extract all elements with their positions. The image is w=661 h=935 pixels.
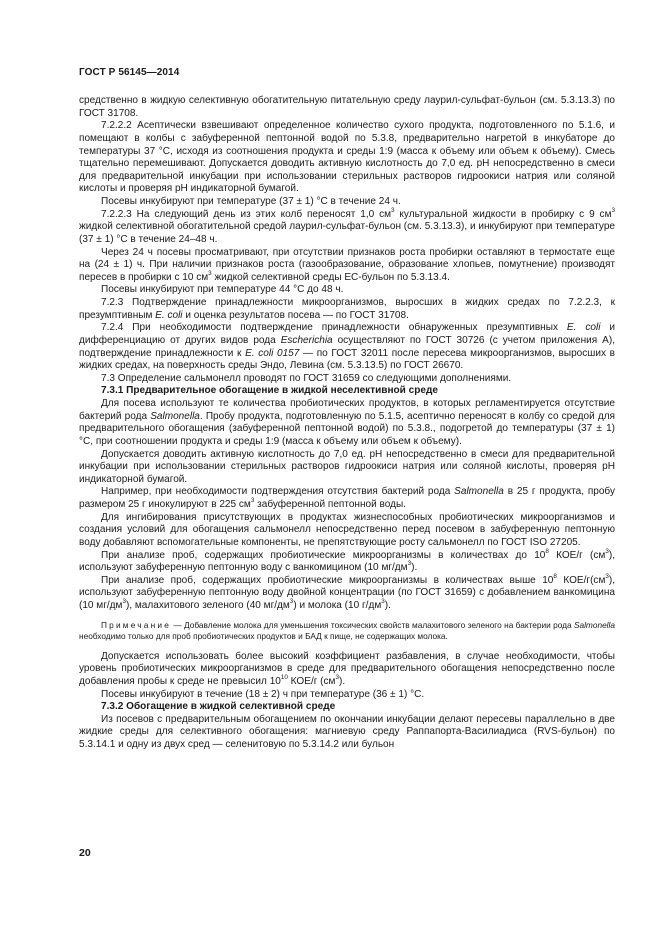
paragraph: 7.2.2.3 На следующий день из этих колб переносят 1,0 $см^3$ культуральной жидкости в пробирку с 9 $см^3$ жидкой селективной обогатительной средой лаурил-сульфат-бульон (см. 5.3.13.3), и инкубируют при температуре (37 ± 1) °С в течение 24–48 ч.	[79, 206, 615, 245]
document-header: ГОСТ Р 56145—2014	[79, 67, 180, 78]
paragraph: Для ингибирования присутствующих в продуктах жизнеспособных пробиотических микроорганизмов и создания условий для обогащения сальмонелл непосредственно перед посевом в забуференную пептонную воду добавляют вспомогательные компоненты, не препятствующие росту сальмонелл по ГОСТ ISO 27205.	[79, 511, 615, 548]
superscript: 3	[122, 598, 126, 606]
note-label: Примечание	[101, 619, 172, 630]
paragraph: Через 24 ч посевы просматривают, при отсутствии признаков роста пробирки оставляют в термостате еще на (24 ± 1) ч. При наличии признаков роста (газообразование, образование хлопьев, помутнение) производят пересев в пробирки с 10 $см^3$ жидкой селективной среды ЕС-бульон по 5.3.13.4.	[79, 246, 615, 283]
superscript: 3	[208, 270, 212, 278]
paragraph: Посевы инкубируют при температуре 44 °С до 48 ч.	[101, 284, 344, 296]
paragraph: средственно в жидкую селективную обогатительную питательную среду лаурил-сульфат-бульон (см. 5.3.13.3) по ГОСТ 31708.	[79, 95, 615, 119]
section-heading: 7.3.2 Обогащение в жидкой селективной среде	[101, 701, 336, 713]
paragraph: При анализе проб, содержащих пробиотические микроорганизмы в количествах выше $10^8$ КОЕ/$г(см^3)$, используют забуференную пептонную воду двойной концентрации (по ГОСТ 31659) с добавлением ванкомицина (10 $мг/дм^3$), малахитового зеленого (40 $мг/дм^3$) и молока (10 $г/дм^3$).	[79, 573, 616, 611]
superscript: 3	[391, 206, 395, 214]
paragraph: Посевы инкубируют в течение (18 ± 2) ч при температуре (36 ± 1) °С.	[101, 688, 425, 700]
paragraph: Посевы инкубируют при температуре (37 ± 1) °С в течение 24 ч.	[101, 196, 401, 207]
paragraph: Например, при необходимости подтверждения отсутствия бактерий рода Salmonella в 25 г продукта, пробу размером 25 г инокулируют в 225 $см^3$ забуференной пептонной воды.	[79, 486, 615, 510]
superscript: 3	[335, 674, 339, 682]
document-body	[79, 95, 615, 752]
superscript: 8	[545, 547, 549, 555]
section-heading: 7.3.1 Предварительное обогащение в жидкой неселективной среде	[101, 385, 438, 397]
paragraph: Допускается использовать более высокий коэффициент разбавления, в случае необходимости, чтобы уровень пробиотических микроорганизмов в среде для предварительного обогащения непосредственно после добавления пробы к среде не превысил $10^{10}$ КОЕ/г $(см^3)$.	[79, 650, 615, 687]
superscript: 8	[553, 573, 557, 581]
paragraph: 7.3 Определение сальмонелл проводят по ГОСТ 31659 со следующими дополнениями.	[101, 372, 512, 384]
superscript: 3	[250, 497, 255, 505]
paragraph: Допускается доводить активную кислотность до 7,0 ед. рН непосредственно в смеси для предварительной инкубации при использовании стерильных растворов гидроокиси натрия или соляной кислоты, проверяя рН индикаторной бумагой.	[79, 448, 615, 485]
page-number: 20	[79, 847, 91, 859]
superscript: 3	[381, 598, 385, 606]
paragraph: Для посева используют те количества пробиотических продуктов, в которых регламентируется отсутствие бактерий рода Salmonella. Пробу продукта, подготовленную по 5.1.5, асептично переносят в колбу со средой для предварительного обогащения (забуференной пептонной водой) по 5.3.8., подогретой до температуры (37 ± 1) °С, при соотношении продукта и среды 1:9 (масса к объему или объем к объему).	[79, 398, 615, 447]
superscript: 3	[605, 547, 609, 555]
paragraph: 7.2.3 Подтверждение принадлежности микроорганизмов, выросших в жидких средах по 7.2.2.3, к презумптивным E. coli и оценка результатов посева — по ГОСТ 31708.	[79, 297, 615, 321]
paragraph: 7.2.2.2 Асептически взвешивают определенное количество сухого продукта, подготовленного по 5.1.6, и помещают в колбы с забуференной пептонной водой по 5.3.8, предварительно нагретой в инкубаторе до температуры 37 °С, исходя из соотношения продукта и среды 1:9 (масса к объему или объем к объему). Смесь тщательно перемешивают. Допускается доводить активную кислотность до 7,0 ед. рН непосредственно в смеси для предварительной инкубации при использовании стерильных растворов гидроокиси натрия или соляной кислоты и проверяя рН индикаторной бумагой.	[79, 120, 615, 195]
note: Примечание — Добавление молока для уменьшения токсических свойств малахитового зеленого на бактерии рода Salmonella необходимо только для проб пробиотических продуктов и БАД к пище, не содержащих молока.	[79, 619, 615, 641]
superscript: 3	[605, 573, 609, 581]
superscript: 3	[611, 206, 615, 214]
superscript: 3	[289, 598, 294, 606]
superscript: 3	[407, 560, 412, 568]
paragraph: 7.2.4 При необходимости подтверждение принадлежности обнаруженных презумптивных E. coli и дифференциацию от других видов рода Escherichia осуществляют по ГОСТ 30726 (с учетом приложения А), подтверждение принадлежности к E. coli 0157 — по ГОСТ 32011 после пересева микроорганизмов, выросших в жидких средах, на поверхность среды Эндо, Левина (см. 5.3.13.5) по ГОСТ 26670.	[79, 322, 615, 372]
paragraph: Из посевов с предварительным обогащением по окончании инкубации делают пересевы параллельно в две жидкие среды для селективного обогащения: магниевую среду Раппапорта-Василиадиса (RVS-бульон) по 5.3.14.1 и одну из двух сред — селенитовую по 5.3.14.2 или бульон	[79, 713, 615, 750]
paragraph: При анализе проб, содержащих пробиотические микроорганизмы в количествах до $10^8$ КОЕ/г $(см^3)$, используют забуференную пептонную воду с ванкомицином (10 $мг/дм^3$).	[79, 547, 615, 574]
superscript: 10	[280, 674, 288, 682]
